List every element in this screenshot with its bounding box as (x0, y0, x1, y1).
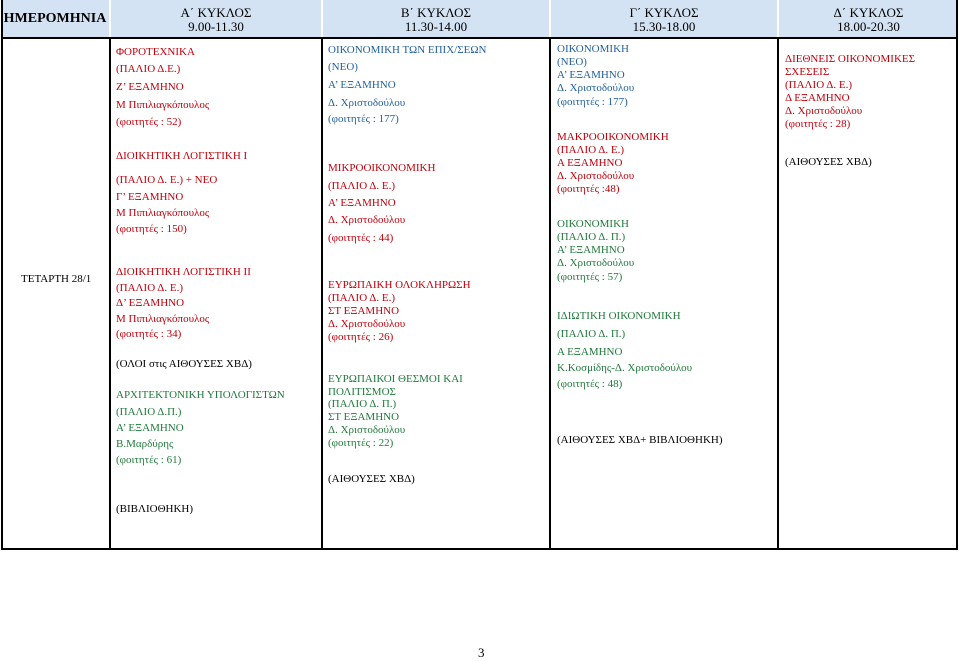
cycle-d-time: 18.00-20.30 (837, 19, 900, 34)
course-title: ΕΥΡΩΠΑΙΚΟΙ ΘΕΣΜΟΙ ΚΑΙ (328, 373, 463, 385)
course-students: (φοιτητές : 28) (785, 118, 851, 130)
cycle-b-time: 11.30-14.00 (404, 19, 468, 34)
cycle-d-name: Δ΄ ΚΥΚΛΟΣ (833, 5, 904, 20)
course-semester: Α’ ΕΞΑΜΗΝΟ (328, 79, 396, 91)
course-students: (φοιτητές : 177) (557, 96, 628, 108)
divider-1 (109, 38, 111, 550)
course-title: ΟΙΚΟΝΟΜΙΚΗ ΤΩΝ ΕΠΙΧ/ΣΕΩΝ (328, 44, 487, 56)
cycle-a-name: Α΄ ΚΥΚΛΟΣ (180, 5, 252, 20)
course-curriculum: (ΠΑΛΙΟ Δ. Ε.) (328, 180, 395, 192)
course-curriculum: (ΠΑΛΙΟ Δ. Ε.) (116, 282, 183, 294)
course-instructor: Δ. Χριστοδούλου (557, 257, 635, 269)
course-instructor: Β.Μαρδύρης (116, 438, 174, 450)
course-curriculum: (ΠΑΛΙΟ Δ.Π.) (116, 406, 182, 418)
course-instructor: Δ. Χριστοδούλου (328, 424, 406, 436)
course-title: ΜΙΚΡΟΟΙΚΟΝΟΜΙΚΗ (328, 162, 436, 174)
course-semester: Α’ ΕΞΑΜΗΝΟ (328, 197, 396, 209)
course-students: (φοιτητές : 61) (116, 454, 182, 466)
course-students: (φοιτητές :48) (557, 183, 620, 195)
page-number: 3 (478, 645, 485, 660)
room-note: (ΑΙΘΟΥΣΕΣ ΧΒΔ) (328, 473, 415, 485)
course-students: (φοιτητές : 22) (328, 437, 394, 449)
header-cycle-a (111, 0, 321, 38)
course-curriculum: (ΝΕΟ) (557, 56, 587, 68)
course-students: (φοιτητές : 48) (557, 378, 623, 390)
course-instructor: Δ. Χριστοδούλου (557, 170, 635, 182)
course-instructor: Δ. Χριστοδούλου (557, 82, 635, 94)
course-semester: Α ΕΞΑΜΗΝΟ (557, 346, 623, 358)
course-curriculum: (ΠΑΛΙΟ Δ.Ε.) (116, 63, 181, 75)
header-bottom-border (1, 37, 958, 39)
course-semester: Ζ’ ΕΞΑΜΗΝΟ (116, 81, 184, 93)
course-instructor: Μ Πιπιλιαγκόπουλος (116, 207, 210, 219)
course-curriculum: (ΠΑΛΙΟ Δ. Ε.) (328, 292, 395, 304)
course-curriculum: (ΠΑΛΙΟ Δ. Π.) (557, 328, 626, 340)
room-note: (ΒΙΒΛΙΟΘΗΚΗ) (116, 503, 194, 515)
course-curriculum: (ΠΑΛΙΟ Δ. Π.) (328, 398, 397, 410)
course-students: (φοιτητές : 177) (328, 113, 399, 125)
course-students: (φοιτητές : 150) (116, 223, 187, 235)
course-title: ΦΟΡΟΤΕΧΝΙΚΑ (116, 46, 195, 58)
header-cycle-b (323, 0, 549, 38)
course-students: (φοιτητές : 44) (328, 232, 394, 244)
divider-4 (777, 38, 779, 550)
room-note: (ΑΙΘΟΥΣΕΣ ΧΒΔ) (785, 156, 872, 168)
course-semester: Γ’ ΕΞΑΜΗΝΟ (116, 191, 184, 203)
course-title-cont: ΣΧΕΣΕΙΣ (785, 66, 830, 78)
course-semester: Α’ ΕΞΑΜΗΝΟ (557, 69, 625, 81)
course-curriculum: (ΠΑΛΙΟ Δ. Ε.) (785, 79, 852, 91)
course-curriculum: (ΠΑΛΙΟ Δ. Ε.) + ΝΕΟ (116, 174, 218, 186)
header-cycle-d (779, 0, 958, 38)
header-date: ΗΜΕΡΟΜΗΝΙΑ (1, 0, 109, 38)
course-students: (φοιτητές : 52) (116, 116, 182, 128)
course-students: (φοιτητές : 26) (328, 331, 394, 343)
course-title: ΙΔΙΩΤΙΚΗ ΟΙΚΟΝΟΜΙΚΗ (557, 310, 681, 322)
course-title: ΔΙΟΙΚΗΤΙΚΗ ΛΟΓΙΣΤΙΚΗ Ι (116, 150, 248, 162)
cycle-c-time: 15.30-18.00 (632, 19, 696, 34)
course-students: (φοιτητές : 34) (116, 328, 182, 340)
course-instructor: Δ. Χριστοδούλου (328, 97, 406, 109)
course-semester: ΣΤ ΕΞΑΜΗΝΟ (328, 305, 400, 317)
row-date: ΤΕΤΑΡΤΗ 28/1 (21, 273, 92, 285)
course-curriculum: (ΝΕΟ) (328, 61, 358, 73)
cycle-b-name: Β΄ ΚΥΚΛΟΣ (400, 5, 472, 20)
course-title-cont: ΠΟΛΙΤΙΣΜΟΣ (328, 386, 396, 398)
course-curriculum: (ΠΑΛΙΟ Δ. Π.) (557, 231, 626, 243)
course-semester: Α’ ΕΞΑΜΗΝΟ (116, 422, 184, 434)
course-title: ΜΑΚΡΟΟΙΚΟΝΟΜΙΚΗ (557, 131, 669, 143)
course-title: ΔΙΟΙΚΗΤΙΚΗ ΛΟΓΙΣΤΙΚΗ ΙΙ (116, 266, 251, 278)
course-instructor: Μ Πιπιλιαγκόπουλος (116, 99, 210, 111)
room-note: (ΟΛΟΙ στις ΑΙΘΟΥΣΕΣ ΧΒΔ) (116, 358, 252, 370)
divider-3 (549, 38, 551, 550)
course-curriculum: (ΠΑΛΙΟ Δ. Ε.) (557, 144, 624, 156)
table-bottom-border (1, 548, 958, 550)
course-instructor: Μ Πιπιλιαγκόπουλος (116, 313, 210, 325)
header-cycle-c (551, 0, 777, 38)
course-title: ΟΙΚΟΝΟΜΙΚΗ (557, 218, 629, 230)
course-semester: Δ’ ΕΞΑΜΗΝΟ (116, 297, 185, 309)
course-title: ΑΡΧΙΤΕΚΤΟΝΙΚΗ ΥΠΟΛΟΓΙΣΤΩΝ (116, 389, 285, 401)
room-note: (ΑΙΘΟΥΣΕΣ ΧΒΔ+ ΒΙΒΛΙΟΘΗΚΗ) (557, 434, 723, 446)
course-title: ΔΙΕΘΝΕΙΣ ΟΙΚΟΝΟΜΙΚΕΣ (785, 53, 916, 65)
right-border (956, 0, 958, 550)
divider-2 (321, 38, 323, 550)
course-students: (φοιτητές : 57) (557, 271, 623, 283)
course-instructor: Δ. Χριστοδούλου (785, 105, 863, 117)
course-instructor: Δ. Χριστοδούλου (328, 318, 406, 330)
left-border (1, 0, 3, 550)
course-semester: ΣΤ ΕΞΑΜΗΝΟ (328, 411, 400, 423)
course-title: ΕΥΡΩΠΑΙΚΗ ΟΛΟΚΛΗΡΩΣΗ (328, 279, 471, 291)
course-title: ΟΙΚΟΝΟΜΙΚΗ (557, 43, 629, 55)
cycle-a-time: 9.00-11.30 (188, 19, 244, 34)
course-instructor: Δ. Χριστοδούλου (328, 214, 406, 226)
cycle-c-name: Γ΄ ΚΥΚΛΟΣ (629, 5, 699, 20)
course-semester: Δ ΕΞΑΜΗΝΟ (785, 92, 850, 104)
course-semester: Α ΕΞΑΜΗΝΟ (557, 157, 623, 169)
course-instructor: Κ.Κοσμίδης-Δ. Χριστοδούλου (557, 362, 693, 374)
course-semester: Α’ ΕΞΑΜΗΝΟ (557, 244, 625, 256)
schedule-table (1, 0, 958, 550)
